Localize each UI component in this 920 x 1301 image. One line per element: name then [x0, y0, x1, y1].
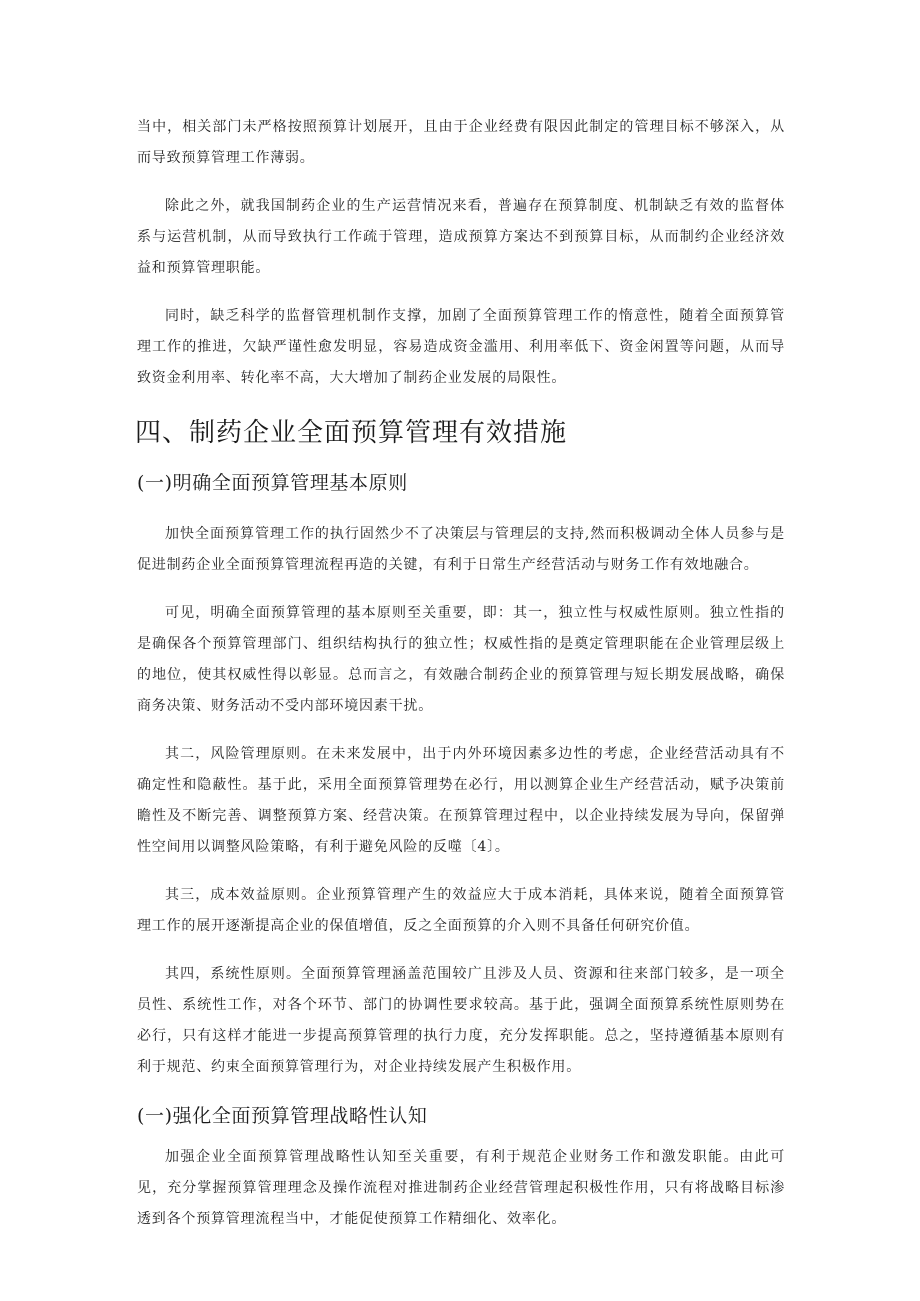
document-body	[137, 112, 785, 1252]
paragraph: 除此之外，就我国制药企业的生产运营情况来看，普遍存在预算制度、机制缺乏有效的监督体系与运营机制，从而导致执行工作疏于管理，造成预算方案达不到预算目标，从而制约企业经济效益和预算管理职能。	[137, 198, 785, 276]
section-title: 四、制药企业全面预算管理有效措施	[135, 418, 568, 448]
subsection-title-principles: (一)明确全面预算管理基本原则	[137, 472, 408, 494]
subsection-title-strategy: (一)强化全面预算管理战略性认知	[137, 1105, 428, 1127]
paragraph: 其四，系统性原则。全面预算管理涵盖范围较广且涉及人员、资源和往来部门较多，是一项全员性、系统性工作，对各个环节、部门的协调性要求较高。基于此，强调全面预算系统性原则势在必行，只有这样才能进一步提高预算管理的执行力度，充分发挥职能。总之，坚持遵循基本原则有利于规范、约束全面预算管理行为，对企业持续发展产生积极作用。	[137, 966, 785, 1075]
paragraph: 加快全面预算管理工作的执行固然少不了决策层与管理层的支持,然而积极调动全体人员参与是促进制药企业全面预算管理流程再造的关键，有利于日常生产经营活动与财务工作有效地融合。	[137, 526, 785, 573]
paragraph: 其三，成本效益原则。企业预算管理产生的效益应大于成本消耗，具体来说，随着全面预算管理工作的展开逐渐提高企业的保值增值，反之全面预算的介入则不具备任何研究价值。	[137, 887, 785, 934]
paragraph: 可见，明确全面预算管理的基本原则至关重要，即：其一，独立性与权威性原则。独立性指的是确保各个预算管理部门、组织结构执行的独立性；权威性指的是奠定管理职能在企业管理层级上的地位，使其权威性得以彰显。总而言之，有效融合制药企业的预算管理与短长期发展战略，确保商务决策、财务活动不受内部环境因素干扰。	[137, 605, 785, 714]
paragraph: 加强企业全面预算管理战略性认知至关重要，有利于规范企业财务工作和激发职能。由此可见，充分掌握预算管理理念及操作流程对推进制药企业经营管理起积极性作用，只有将战略目标渗透到各个预算管理流程当中，才能促使预算工作精细化、效率化。	[137, 1149, 785, 1227]
paragraph: 同时，缺乏科学的监督管理机制作支撑，加剧了全面预算管理工作的惰意性，随着全面预算管理工作的推进，欠缺严谨性愈发明显，容易造成资金滥用、利用率低下、资金闲置等问题，从而导致资金利用率、转化率不高，大大增加了制药企业发展的局限性。	[137, 308, 785, 386]
paragraph-continuation: 当中，相关部门未严格按照预算计划展开，且由于企业经费有限因此制定的管理目标不够深入，从而导致预算管理工作薄弱。	[137, 119, 785, 166]
paragraph: 其二，风险管理原则。在未来发展中，出于内外环境因素多边性的考虑，企业经营活动具有不确定性和隐蔽性。基于此，采用全面预算管理势在必行，用以测算企业生产经营活动，赋予决策前瞻性及不断完善、调整预算方案、经营决策。在预算管理过程中，以企业持续发展为导向，保留弹性空间用以调整风险策略，有利于避免风险的反噬〔4〕。	[137, 746, 785, 855]
